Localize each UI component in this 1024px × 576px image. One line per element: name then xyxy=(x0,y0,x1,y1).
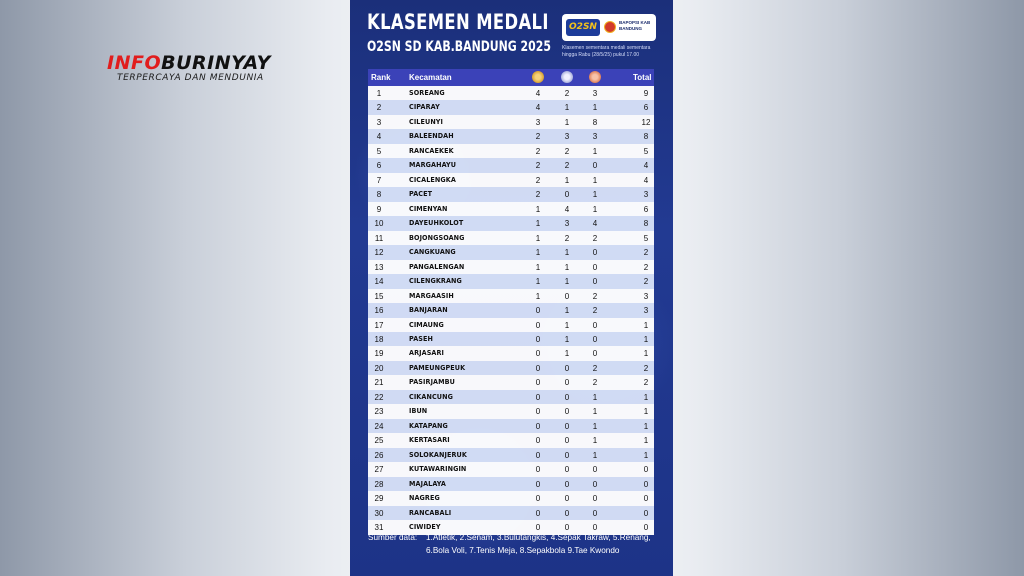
gold-cell: 4 xyxy=(535,89,541,98)
silver-cell: 0 xyxy=(564,450,570,460)
total-cell: 0 xyxy=(643,523,649,533)
bronze-cell: 3 xyxy=(592,132,598,142)
kecamatan-cell: RANCAEKEK xyxy=(409,146,454,155)
rank-cell: 25 xyxy=(374,436,384,446)
total-cell: 0 xyxy=(643,508,649,518)
silver-cell: 0 xyxy=(564,479,570,489)
kecamatan-cell: PASEH xyxy=(409,334,434,343)
total-cell: 2 xyxy=(643,277,649,287)
brand-name-part2: BURINYAY xyxy=(161,52,271,74)
total-cell: 3 xyxy=(643,306,649,316)
silver-cell: 1 xyxy=(564,320,570,330)
gold-cell: 0 xyxy=(535,436,541,446)
rank-cell: 21 xyxy=(374,378,384,388)
total-cell: 1 xyxy=(643,349,649,359)
kecamatan-cell: CIMENYAN xyxy=(409,204,448,213)
kecamatan-cell: KUTAWARINGIN xyxy=(409,465,467,474)
rank-cell: 23 xyxy=(374,407,384,417)
kecamatan-cell: PAMEUNGPEUK xyxy=(409,363,466,372)
bronze-cell: 0 xyxy=(592,523,598,533)
silver-cell: 0 xyxy=(564,291,570,301)
bronze-cell: 0 xyxy=(592,494,598,504)
total-cell: 0 xyxy=(643,465,649,475)
silver-cell: 2 xyxy=(564,89,570,98)
gold-cell: 0 xyxy=(535,306,541,316)
bronze-cell: 0 xyxy=(592,262,598,272)
gold-cell: 0 xyxy=(535,407,541,417)
total-cell: 5 xyxy=(643,233,649,243)
gold-cell: 0 xyxy=(535,392,541,402)
table-row xyxy=(368,231,654,245)
header-total: Total xyxy=(633,73,652,82)
total-cell: 4 xyxy=(643,175,649,185)
rank-cell: 18 xyxy=(374,334,384,344)
gold-cell: 0 xyxy=(535,320,541,330)
rank-cell: 12 xyxy=(374,248,384,258)
kecamatan-cell: CIMAUNG xyxy=(409,320,444,329)
bronze-cell: 8 xyxy=(592,117,598,127)
standings-note: Klasemen sementara medali sementara hingga Rabu (28/5/25) pukul 17.00 xyxy=(562,45,651,58)
brand-name xyxy=(107,52,271,74)
table-row xyxy=(368,115,654,129)
total-cell: 6 xyxy=(643,204,649,214)
gold-cell: 2 xyxy=(535,132,541,142)
rank-cell: 6 xyxy=(376,161,382,171)
table-row xyxy=(368,245,654,259)
silver-cell: 1 xyxy=(564,262,570,272)
total-cell: 1 xyxy=(643,334,649,344)
total-cell: 1 xyxy=(643,392,649,402)
source-label: Sumber data: xyxy=(368,533,418,542)
table-header xyxy=(368,69,654,86)
gold-cell: 0 xyxy=(535,523,541,533)
kecamatan-cell: CILENGKRANG xyxy=(409,277,462,286)
rank-cell: 8 xyxy=(376,190,382,200)
silver-cell: 0 xyxy=(564,407,570,417)
gold-cell: 3 xyxy=(535,117,541,127)
rank-cell: 20 xyxy=(374,363,384,373)
table-row xyxy=(368,202,654,216)
table-row xyxy=(368,289,654,303)
bronze-cell: 1 xyxy=(592,190,598,200)
brand-logo xyxy=(107,52,271,83)
rank-cell: 29 xyxy=(374,494,384,504)
table-row xyxy=(368,361,654,375)
table-row xyxy=(368,404,654,418)
kecamatan-cell: CICALENGKA xyxy=(409,175,456,184)
bronze-cell: 1 xyxy=(592,421,598,431)
silver-cell: 1 xyxy=(564,103,570,113)
bronze-cell: 1 xyxy=(592,103,598,113)
kecamatan-cell: ARJASARI xyxy=(409,349,445,358)
gold-cell: 1 xyxy=(535,219,541,229)
gold-cell: 1 xyxy=(535,248,541,258)
bronze-cell: 0 xyxy=(592,320,598,330)
silver-cell: 0 xyxy=(564,508,570,518)
gold-cell: 2 xyxy=(535,175,541,185)
rank-cell: 24 xyxy=(374,421,384,431)
silver-cell: 2 xyxy=(564,233,570,243)
bapopsi-emblem-icon xyxy=(604,21,616,33)
bronze-medal-icon xyxy=(589,71,601,83)
bronze-cell: 1 xyxy=(592,436,598,446)
bronze-cell: 1 xyxy=(592,392,598,402)
rank-cell: 4 xyxy=(376,132,382,142)
silver-cell: 0 xyxy=(564,465,570,475)
gold-cell: 0 xyxy=(535,508,541,518)
brand-tagline: TERPERCAYA DAN MENDUNIA xyxy=(117,73,264,83)
kecamatan-cell: BALEENDAH xyxy=(409,132,454,141)
bronze-cell: 1 xyxy=(592,407,598,417)
table-row xyxy=(368,506,654,520)
rank-cell: 10 xyxy=(374,219,384,229)
table-row xyxy=(368,375,654,389)
bronze-cell: 0 xyxy=(592,334,598,344)
kecamatan-cell: KATAPANG xyxy=(409,421,448,430)
silver-cell: 1 xyxy=(564,117,570,127)
rank-cell: 19 xyxy=(374,349,384,359)
gold-cell: 1 xyxy=(535,204,541,214)
total-cell: 4 xyxy=(643,161,649,171)
rank-cell: 27 xyxy=(374,465,384,475)
gold-cell: 4 xyxy=(535,103,541,113)
silver-cell: 4 xyxy=(564,204,570,214)
silver-cell: 0 xyxy=(564,494,570,504)
table-row xyxy=(368,448,654,462)
rank-cell: 28 xyxy=(374,479,384,489)
table-row xyxy=(368,173,654,187)
kecamatan-cell: PANGALENGAN xyxy=(409,262,465,271)
bronze-cell: 3 xyxy=(592,89,598,98)
silver-cell: 3 xyxy=(564,219,570,229)
silver-cell: 0 xyxy=(564,378,570,388)
silver-cell: 3 xyxy=(564,132,570,142)
kecamatan-cell: KERTASARI xyxy=(409,436,450,445)
bronze-cell: 1 xyxy=(592,146,598,156)
gold-cell: 2 xyxy=(535,190,541,200)
total-cell: 9 xyxy=(643,89,649,98)
bronze-cell: 0 xyxy=(592,508,598,518)
silver-cell: 1 xyxy=(564,248,570,258)
table-body xyxy=(368,86,654,535)
total-cell: 8 xyxy=(643,132,649,142)
silver-cell: 0 xyxy=(564,523,570,533)
silver-medal-icon xyxy=(561,71,573,83)
rank-cell: 5 xyxy=(376,146,382,156)
total-cell: 1 xyxy=(643,450,649,460)
kecamatan-cell: CIKANCUNG xyxy=(409,392,453,401)
table-row xyxy=(368,477,654,491)
rank-cell: 7 xyxy=(376,175,382,185)
kecamatan-cell: CILEUNYI xyxy=(409,117,444,126)
rank-cell: 3 xyxy=(376,117,382,127)
table-row xyxy=(368,303,654,317)
header-kecamatan: Kecamatan xyxy=(409,73,452,82)
bronze-cell: 1 xyxy=(592,175,598,185)
table-row xyxy=(368,419,654,433)
kecamatan-cell: BOJONGSOANG xyxy=(409,233,465,242)
bronze-cell: 2 xyxy=(592,291,598,301)
gold-cell: 1 xyxy=(535,262,541,272)
bronze-cell: 2 xyxy=(592,233,598,243)
rank-cell: 13 xyxy=(374,262,384,272)
bronze-cell: 0 xyxy=(592,349,598,359)
gold-cell: 0 xyxy=(535,363,541,373)
rank-cell: 22 xyxy=(374,392,384,402)
total-cell: 3 xyxy=(643,190,649,200)
gold-cell: 0 xyxy=(535,465,541,475)
kecamatan-cell: CANGKUANG xyxy=(409,248,456,257)
total-cell: 8 xyxy=(643,219,649,229)
kecamatan-cell: CIWIDEY xyxy=(409,523,441,532)
poster-subtitle: O2SN SD KAB.BANDUNG 2025 xyxy=(367,39,551,55)
table-row xyxy=(368,346,654,360)
total-cell: 2 xyxy=(643,248,649,258)
table-row xyxy=(368,86,654,100)
kecamatan-cell: MARGAASIH xyxy=(409,291,454,300)
gold-cell: 0 xyxy=(535,479,541,489)
table-row xyxy=(368,433,654,447)
total-cell: 3 xyxy=(643,291,649,301)
table-row xyxy=(368,260,654,274)
silver-cell: 1 xyxy=(564,306,570,316)
table-row xyxy=(368,318,654,332)
silver-cell: 1 xyxy=(564,175,570,185)
rank-cell: 31 xyxy=(374,523,384,533)
kecamatan-cell: NAGREG xyxy=(409,494,440,503)
gold-cell: 1 xyxy=(535,233,541,243)
rank-cell: 30 xyxy=(374,508,384,518)
sponsor-logos xyxy=(562,14,656,41)
silver-cell: 0 xyxy=(564,190,570,200)
gold-cell: 0 xyxy=(535,334,541,344)
bronze-cell: 2 xyxy=(592,306,598,316)
bronze-cell: 2 xyxy=(592,378,598,388)
silver-cell: 0 xyxy=(564,363,570,373)
silver-cell: 0 xyxy=(564,421,570,431)
bronze-cell: 0 xyxy=(592,248,598,258)
silver-cell: 1 xyxy=(564,334,570,344)
table-row xyxy=(368,144,654,158)
kecamatan-cell: RANCABALI xyxy=(409,508,452,517)
rank-cell: 15 xyxy=(374,291,384,301)
table-row xyxy=(368,491,654,505)
table-row xyxy=(368,274,654,288)
total-cell: 6 xyxy=(643,103,649,113)
rank-cell: 14 xyxy=(374,277,384,287)
bronze-cell: 2 xyxy=(592,363,598,373)
total-cell: 0 xyxy=(643,479,649,489)
silver-cell: 2 xyxy=(564,146,570,156)
bronze-cell: 1 xyxy=(592,450,598,460)
kecamatan-cell: CIPARAY xyxy=(409,103,440,112)
rank-cell: 11 xyxy=(374,233,384,243)
kecamatan-cell: MAJALAYA xyxy=(409,479,447,488)
total-cell: 2 xyxy=(643,378,649,388)
poster-title: KLASEMEN MEDALI xyxy=(367,10,549,34)
table-row xyxy=(368,129,654,143)
total-cell: 1 xyxy=(643,407,649,417)
silver-cell: 2 xyxy=(564,161,570,171)
total-cell: 12 xyxy=(641,117,651,127)
kecamatan-cell: IBUN xyxy=(409,407,428,416)
silver-cell: 0 xyxy=(564,436,570,446)
total-cell: 0 xyxy=(643,494,649,504)
rank-cell: 17 xyxy=(374,320,384,330)
gold-cell: 1 xyxy=(535,291,541,301)
table-row xyxy=(368,158,654,172)
gold-medal-icon xyxy=(532,71,544,83)
total-cell: 1 xyxy=(643,320,649,330)
table-row xyxy=(368,100,654,114)
rank-cell: 16 xyxy=(374,306,384,316)
kecamatan-cell: SOLOKANJERUK xyxy=(409,450,467,459)
gold-cell: 1 xyxy=(535,277,541,287)
table-row xyxy=(368,187,654,201)
silver-cell: 0 xyxy=(564,392,570,402)
rank-cell: 1 xyxy=(376,89,382,98)
header-rank: Rank xyxy=(371,73,391,82)
bronze-cell: 0 xyxy=(592,277,598,287)
rank-cell: 2 xyxy=(376,103,382,113)
bronze-cell: 0 xyxy=(592,161,598,171)
rank-cell: 9 xyxy=(376,204,382,214)
silver-cell: 1 xyxy=(564,277,570,287)
o2sn-logo: O2SN xyxy=(566,19,600,36)
kecamatan-cell: BANJARAN xyxy=(409,306,448,315)
total-cell: 5 xyxy=(643,146,649,156)
total-cell: 2 xyxy=(643,262,649,272)
gold-cell: 2 xyxy=(535,146,541,156)
total-cell: 2 xyxy=(643,363,649,373)
kecamatan-cell: SOREANG xyxy=(409,89,445,97)
table-row xyxy=(368,462,654,476)
table-row xyxy=(368,332,654,346)
bapopsi-logo-text: BAPOPSI KAB BANDUNG xyxy=(619,20,651,31)
brand-name-part1: INFO xyxy=(107,52,162,74)
kecamatan-cell: PACET xyxy=(409,190,433,199)
gold-cell: 0 xyxy=(535,378,541,388)
table-row xyxy=(368,390,654,404)
kecamatan-cell: PASIRJAMBU xyxy=(409,378,455,387)
gold-cell: 2 xyxy=(535,161,541,171)
silver-cell: 1 xyxy=(564,349,570,359)
source-text: 1.Atletik, 2.Senam, 3.Bulutangkis, 4.Sepak Takraw, 5.Renang, 6.Bola Voli, 7.Tenis Meja, 8.Sepakbola 9.Tae Kwondo xyxy=(426,533,651,556)
gold-cell: 0 xyxy=(535,421,541,431)
gold-cell: 0 xyxy=(535,349,541,359)
gold-cell: 0 xyxy=(535,450,541,460)
bronze-cell: 0 xyxy=(592,479,598,489)
bronze-cell: 1 xyxy=(592,204,598,214)
table-row xyxy=(368,216,654,230)
total-cell: 1 xyxy=(643,436,649,446)
total-cell: 1 xyxy=(643,421,649,431)
rank-cell: 26 xyxy=(374,450,384,460)
gold-cell: 0 xyxy=(535,494,541,504)
kecamatan-cell: MARGAHAYU xyxy=(409,161,457,170)
bronze-cell: 4 xyxy=(592,219,598,229)
kecamatan-cell: DAYEUHKOLOT xyxy=(409,219,464,228)
bronze-cell: 0 xyxy=(592,465,598,475)
medal-standings-poster xyxy=(350,0,673,576)
